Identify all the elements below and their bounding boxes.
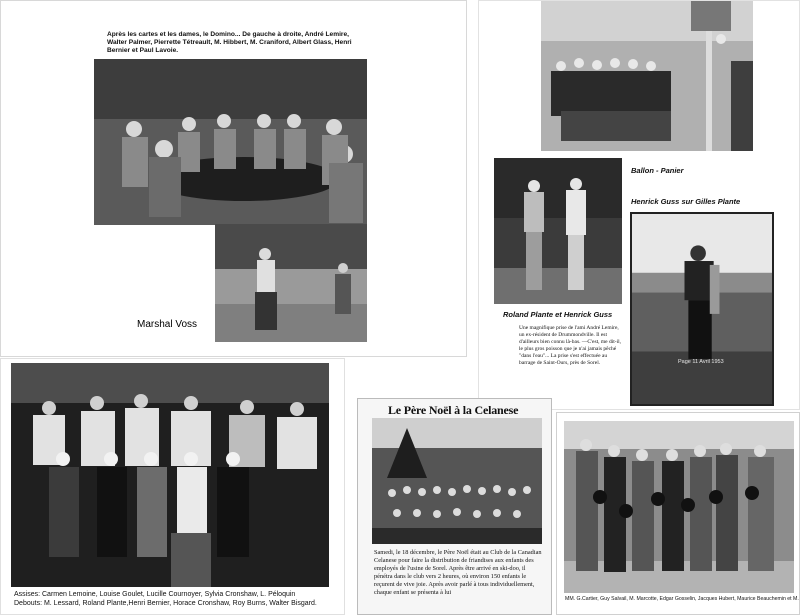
christmas-photo	[372, 418, 542, 544]
domino-caption: Après les cartes et les dames, le Domino... De gauche à droite, André Lemire, Walter Palmer, Pierrette Tétreault, M. Hibbert, M. Craniford, Albert Glass, Henri Bernier et Paul Lavoie.	[107, 31, 352, 54]
sports-panel	[478, 0, 800, 410]
bowling-caption: MM. G.Cartier, Guy Salvail, M. Marcotte, Edgar Gosselin, Jacques Hubert, Maurice Beauchemin et M.	[565, 596, 799, 602]
group-panel	[0, 358, 345, 615]
group-caption-standing: Debouts: M. Lessard, Roland Plante,Henri Bernier, Horace Cronshaw, Roy Burns, Walter Bisgard.	[14, 600, 317, 607]
roland-henrick-caption: Roland Plante et Henrick Guss	[503, 310, 613, 319]
fish-caption: Une magnifique prise de l'ami André Lemire, un ex-résident de Drummondville. Il est d'ailleurs bien connu là-bas. —C'est, me dit-il, le plus gros poisson que je n'ai jamais pêché "dans l'eau"... La prise s'est effectuée au barrage de Saint-Ours, près de Sorel.	[519, 325, 622, 366]
group-photo	[11, 363, 329, 587]
bowling-photo	[564, 421, 794, 593]
domino-panel	[0, 0, 467, 357]
domino-photo	[94, 59, 367, 225]
marshal-caption: Marshal Voss	[137, 319, 198, 330]
roland-henrick-photo	[494, 158, 622, 304]
pere-noel-headline: Le Père Noël à la Celanese	[388, 403, 519, 417]
henrick-caption: Henrick Guss sur Gilles Plante	[631, 197, 741, 206]
bowling-panel	[556, 412, 800, 615]
basketball-photo	[541, 1, 753, 151]
fish-photo	[630, 212, 774, 406]
pere-noel-text: Samedi, le 18 décembre, le Père Noël était au Club de la Canadian Celanese pour faire la distribution de friandises aux enfants des employés de l'usine de Sorel. Après être arrivé en ski-doo, il pénétra dans le club vers 2 heures, où environ 150 enfants le reçurent de vive joie. Après avoir parlé à tous individuellement, chaque enfant se présenta à lui	[374, 549, 542, 596]
group-caption-seated: Assises: Carmen Lemoine, Louise Goulet, Lucille Cournoyer, Sylvia Cronshaw, L. Péloquin	[14, 591, 296, 598]
marshal-voss-photo	[215, 224, 367, 342]
photo-stamp: Page 11 Avril 1953	[678, 359, 724, 365]
pere-noel-panel	[357, 398, 552, 615]
ballon-caption: Ballon - Panier	[631, 166, 684, 175]
